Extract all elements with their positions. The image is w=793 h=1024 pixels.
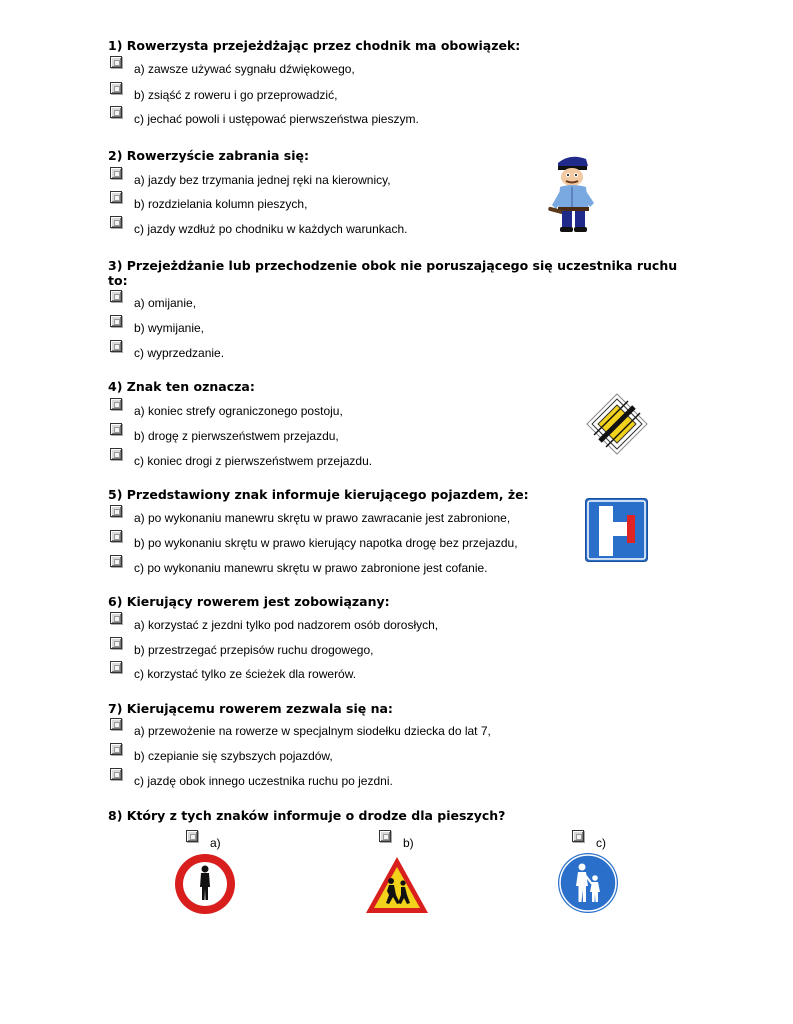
- checkbox[interactable]: [110, 290, 122, 302]
- checkbox[interactable]: [110, 315, 122, 327]
- question-5-option-b[interactable]: [110, 530, 580, 550]
- question-2-title: 2) Rowerzyście zabrania się:: [108, 148, 309, 163]
- option-label: c) korzystać tylko ze ścieżek dla rowerów.: [134, 667, 357, 681]
- option-label: a) zawsze używać sygnału dźwiękowego,: [134, 62, 355, 76]
- checkbox[interactable]: [110, 216, 122, 228]
- option-label: a) po wykonaniu manewru skrętu w prawo zawracanie jest zabronione,: [134, 511, 511, 525]
- option-label: a) jazdy bez trzymania jednej ręki na kierownicy,: [134, 173, 391, 187]
- option-label: c) jechać powoli i ustępować pierwszeństwa pieszym.: [134, 112, 419, 126]
- checkbox[interactable]: [110, 530, 122, 542]
- question-3-option-b[interactable]: [110, 315, 580, 335]
- pedestrian-path-sign: [557, 852, 619, 914]
- checkbox[interactable]: [572, 830, 584, 842]
- question-1-title: 1) Rowerzysta przejeżdżając przez chodnik ma obowiązek:: [108, 38, 521, 53]
- no-pedestrians-sign: [174, 853, 236, 915]
- checkbox[interactable]: [110, 167, 122, 179]
- checkbox[interactable]: [186, 830, 198, 842]
- checkbox[interactable]: [110, 423, 122, 435]
- question-6-option-c[interactable]: [110, 661, 580, 681]
- checkbox[interactable]: [110, 612, 122, 624]
- checkbox[interactable]: [110, 398, 122, 410]
- policeman-illustration: [546, 153, 602, 235]
- question-8-option-b[interactable]: [379, 830, 439, 850]
- question-7-option-a[interactable]: [110, 718, 580, 738]
- option-label: b): [403, 836, 414, 850]
- checkbox[interactable]: [110, 191, 122, 203]
- option-label: c) jazdę obok innego uczestnika ruchu po jezdni.: [134, 774, 393, 788]
- question-1-option-b[interactable]: [110, 82, 580, 102]
- checkbox[interactable]: [110, 555, 122, 567]
- checkbox[interactable]: [379, 830, 391, 842]
- question-7-title: 7) Kierującemu rowerem zezwala się na:: [108, 701, 393, 716]
- dead-end-side-road-sign: [585, 498, 648, 562]
- checkbox[interactable]: [110, 743, 122, 755]
- question-2-option-a[interactable]: [110, 167, 580, 187]
- question-8-title: 8) Który z tych znaków informuje o drodze dla pieszych?: [108, 808, 506, 823]
- question-2-option-b[interactable]: [110, 191, 580, 211]
- option-label: c) wyprzedzanie.: [134, 346, 225, 360]
- question-5-title: 5) Przedstawiony znak informuje kierującego pojazdem, że:: [108, 487, 529, 502]
- question-6-title: 6) Kierujący rowerem jest zobowiązany:: [108, 594, 390, 609]
- checkbox[interactable]: [110, 448, 122, 460]
- option-label: b) wymijanie,: [134, 321, 205, 335]
- checkbox[interactable]: [110, 505, 122, 517]
- question-4-option-b[interactable]: [110, 423, 580, 443]
- question-1-option-a[interactable]: [110, 56, 580, 76]
- option-label: c) po wykonaniu manewru skrętu w prawo zabronione jest cofanie.: [134, 561, 488, 575]
- question-7-option-c[interactable]: [110, 768, 580, 788]
- checkbox[interactable]: [110, 718, 122, 730]
- option-label: c): [596, 836, 606, 850]
- option-label: c) jazdy wzdłuż po chodniku w każdych warunkach.: [134, 222, 408, 236]
- option-label: b) rozdzielania kolumn pieszych,: [134, 197, 308, 211]
- option-label: c) koniec drogi z pierwszeństwem przejazdu.: [134, 454, 373, 468]
- option-label: a) koniec strefy ograniczonego postoju,: [134, 404, 343, 418]
- question-1-option-c[interactable]: [110, 106, 580, 126]
- option-label: a): [210, 836, 221, 850]
- question-3-option-a[interactable]: [110, 290, 580, 310]
- question-7-option-b[interactable]: [110, 743, 580, 763]
- checkbox[interactable]: [110, 56, 122, 68]
- option-label: a) korzystać z jezdni tylko pod nadzorem osób dorosłych,: [134, 618, 439, 632]
- checkbox[interactable]: [110, 340, 122, 352]
- question-4-option-c[interactable]: [110, 448, 580, 468]
- checkbox[interactable]: [110, 661, 122, 673]
- question-3-option-c[interactable]: [110, 340, 580, 360]
- question-8-option-c[interactable]: [572, 830, 632, 850]
- option-label: a) przewożenie na rowerze w specjalnym siodełku dziecka do lat 7,: [134, 724, 491, 738]
- option-label: b) czepianie się szybszych pojazdów,: [134, 749, 333, 763]
- option-label: b) po wykonaniu skrętu w prawo kierujący napotka drogę bez przejazdu,: [134, 536, 518, 550]
- question-4-option-a[interactable]: [110, 398, 580, 418]
- question-5-option-a[interactable]: [110, 505, 580, 525]
- checkbox[interactable]: [110, 106, 122, 118]
- checkbox[interactable]: [110, 637, 122, 649]
- question-6-option-a[interactable]: [110, 612, 580, 632]
- question-5-option-c[interactable]: [110, 555, 580, 575]
- option-label: b) zsiąść z roweru i go przeprowadzić,: [134, 88, 338, 102]
- option-label: b) przestrzegać przepisów ruchu drogowego,: [134, 643, 374, 657]
- option-label: b) drogę z pierwszeństwem przejazdu,: [134, 429, 339, 443]
- children-warning-sign: [364, 855, 430, 915]
- question-2-option-c[interactable]: [110, 216, 580, 236]
- checkbox[interactable]: [110, 82, 122, 94]
- question-8-option-a[interactable]: [186, 830, 246, 850]
- question-3-title: 3) Przejeżdżanie lub przechodzenie obok nie poruszającego się uczestnika ruchu to:: [108, 258, 678, 288]
- question-6-option-b[interactable]: [110, 637, 580, 657]
- end-of-priority-road-sign: [586, 393, 648, 455]
- question-4-title: 4) Znak ten oznacza:: [108, 379, 255, 394]
- option-label: a) omijanie,: [134, 296, 197, 310]
- checkbox[interactable]: [110, 768, 122, 780]
